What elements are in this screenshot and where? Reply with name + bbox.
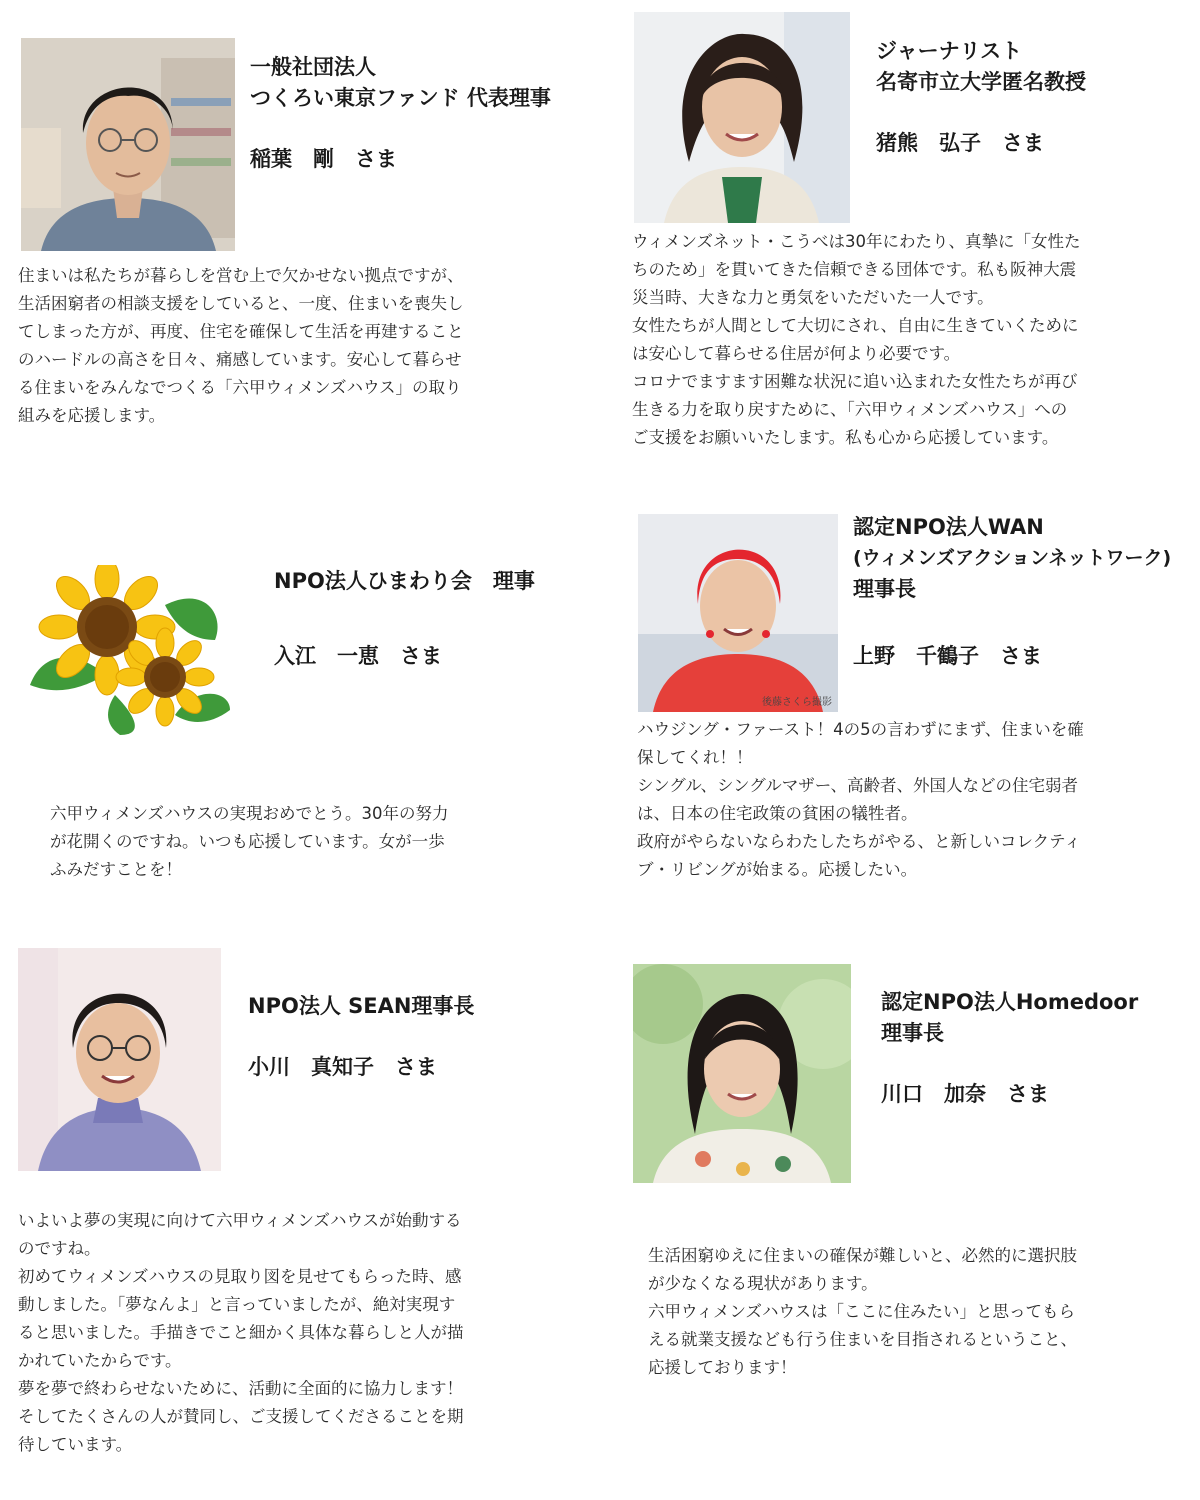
message-line: てしまった方が、再度、住宅を確保して生活を再建すること: [18, 322, 464, 341]
message-line: 組みを応援します。: [18, 406, 166, 425]
message-line: 災当時、大きな力と勇気をいただいた一人です。: [632, 288, 994, 307]
message-line: は、日本の住宅政策の貧困の犠牲者。: [637, 804, 918, 823]
supporter-message-irie: [50, 800, 449, 884]
message-line: る住まいをみんなでつくる「六甲ウィメンズハウス」の取り: [18, 378, 462, 397]
message-line: 女性たちが人間として大切にされ、自由に生きていくために: [632, 316, 1079, 335]
message-line: 夢を夢で終わらせないために、活動に全面的に協力します！: [18, 1379, 464, 1398]
supporter-heading-inaba: [250, 52, 551, 175]
supporter-message-ogawa: [18, 1207, 464, 1459]
portrait-photo-inokuma: [634, 12, 850, 223]
supporter-heading-irie: [274, 566, 535, 672]
supporter-name: 猪熊 弘子 さま: [876, 131, 1044, 155]
message-line: ウィメンズネット・こうべは30年にわたり、真摯に「女性た: [632, 232, 1081, 251]
message-line: が花開くのですね。いつも応援しています。女が一歩: [50, 832, 445, 851]
supporter-name: 小川 真知子 さま: [248, 1055, 437, 1079]
message-line: ブ・リビングが始まる。応援したい。: [637, 860, 918, 879]
supporter-message-kawaguchi: [648, 1242, 1077, 1382]
portrait-photo-kawaguchi: [633, 964, 851, 1183]
organization-line: (ウィメンズアクションネットワーク): [853, 547, 1172, 569]
message-line: が少なくなる現状があります。: [648, 1274, 878, 1293]
organization-line: 名寄市立大学匿名教授: [876, 70, 1086, 94]
organization-line: つくろい東京ファンド 代表理事: [250, 86, 551, 110]
sunflower-illustration: [25, 565, 235, 735]
message-line: ふみだすことを！: [50, 860, 182, 879]
message-line: ハウジング・ファースト！4の5の言わずにまず、住まいを確: [637, 720, 1084, 739]
supporter-heading-kawaguchi: [881, 987, 1138, 1110]
supporter-message-inaba: [18, 262, 464, 430]
message-line: は安心して暮らせる住居が何より必要です。: [632, 344, 961, 363]
supporter-name: 上野 千鶴子 さま: [853, 644, 1042, 668]
message-line: 生活困窮ゆえに住まいの確保が難しいと、必然的に選択肢: [648, 1246, 1077, 1265]
organization-line: 理事長: [853, 577, 916, 601]
message-line: ちのため」を貫いてきた信頼できる団体です。私も阪神大震: [632, 260, 1077, 279]
message-line: える就業支援なども行う住まいを目指されるということ、: [648, 1330, 1077, 1349]
organization-line: 認定NPO法人WAN: [853, 515, 1044, 539]
portrait-photo-ogawa: [18, 948, 221, 1171]
message-line: かれていたからです。: [18, 1351, 182, 1370]
organization-line: NPO法人 SEAN理事長: [248, 994, 475, 1018]
supporter-name: 川口 加奈 さま: [881, 1082, 1049, 1106]
message-line: 六甲ウィメンズハウスの実現おめでとう。30年の努力: [50, 804, 449, 823]
portrait-photo-inaba: [21, 38, 235, 251]
supporter-heading-ogawa: [248, 991, 474, 1083]
supporter-message-ueno: [637, 716, 1084, 884]
organization-line: 一般社団法人: [250, 55, 376, 79]
message-line: 動しました。「夢なんよ」と言っていましたが、絶対実現す: [18, 1295, 456, 1314]
message-line: シングル、シングルマザー、高齢者、外国人などの住宅弱者: [637, 776, 1079, 795]
message-line: 政府がやらないならわたしたちがやる、と新しいコレクティ: [637, 832, 1081, 851]
message-line: 住まいは私たちが暮らしを営む上で欠かせない拠点ですが、: [18, 266, 464, 285]
message-line: 保してくれ！！: [637, 748, 753, 767]
message-line: コロナでますます困難な状況に追い込まれた女性たちが再び: [632, 372, 1078, 391]
supporter-message-inokuma: [632, 228, 1081, 452]
photo-credit: 後藤さくら撮影: [762, 697, 832, 708]
organization-line: NPO法人ひまわり会 理事: [274, 569, 535, 593]
supporter-heading-ueno: [853, 512, 1171, 672]
message-line: 生きる力を取り戻すために、「六甲ウィメンズハウス」への: [632, 400, 1068, 419]
portrait-photo-ueno: [638, 514, 838, 712]
message-line: 六甲ウィメンズハウスは「ここに住みたい」と思ってもら: [648, 1302, 1076, 1321]
organization-line: ジャーナリスト: [876, 39, 1023, 63]
message-line: ると思いました。手描きでこと細かく具体な暮らしと人が描: [18, 1323, 464, 1342]
organization-line: 理事長: [881, 1021, 944, 1045]
message-line: のですね。: [18, 1239, 101, 1258]
message-line: のハードルの高さを日々、痛感しています。安心して暮らせ: [18, 350, 462, 369]
message-line: ご支援をお願いいたします。私も心から応援しています。: [632, 428, 1059, 447]
supporter-name: 稲葉 剛 さま: [250, 147, 397, 171]
message-line: 初めてウィメンズハウスの見取り図を見せてもらった時、感: [18, 1267, 462, 1286]
organization-line: 認定NPO法人Homedoor: [881, 990, 1139, 1014]
supporter-name: 入江 一恵 さま: [274, 644, 442, 668]
supporter-heading-inokuma: [876, 36, 1086, 159]
message-line: 生活困窮者の相談支援をしていると、一度、住まいを喪失し: [18, 294, 464, 313]
message-line: いよいよ夢の実現に向けて六甲ウィメンズハウスが始動する: [18, 1211, 462, 1230]
message-line: 待しています。: [18, 1435, 133, 1454]
message-line: 応援しております！: [648, 1358, 797, 1377]
message-line: そしてたくさんの人が賛同し、ご支援してくださることを期: [18, 1407, 464, 1426]
